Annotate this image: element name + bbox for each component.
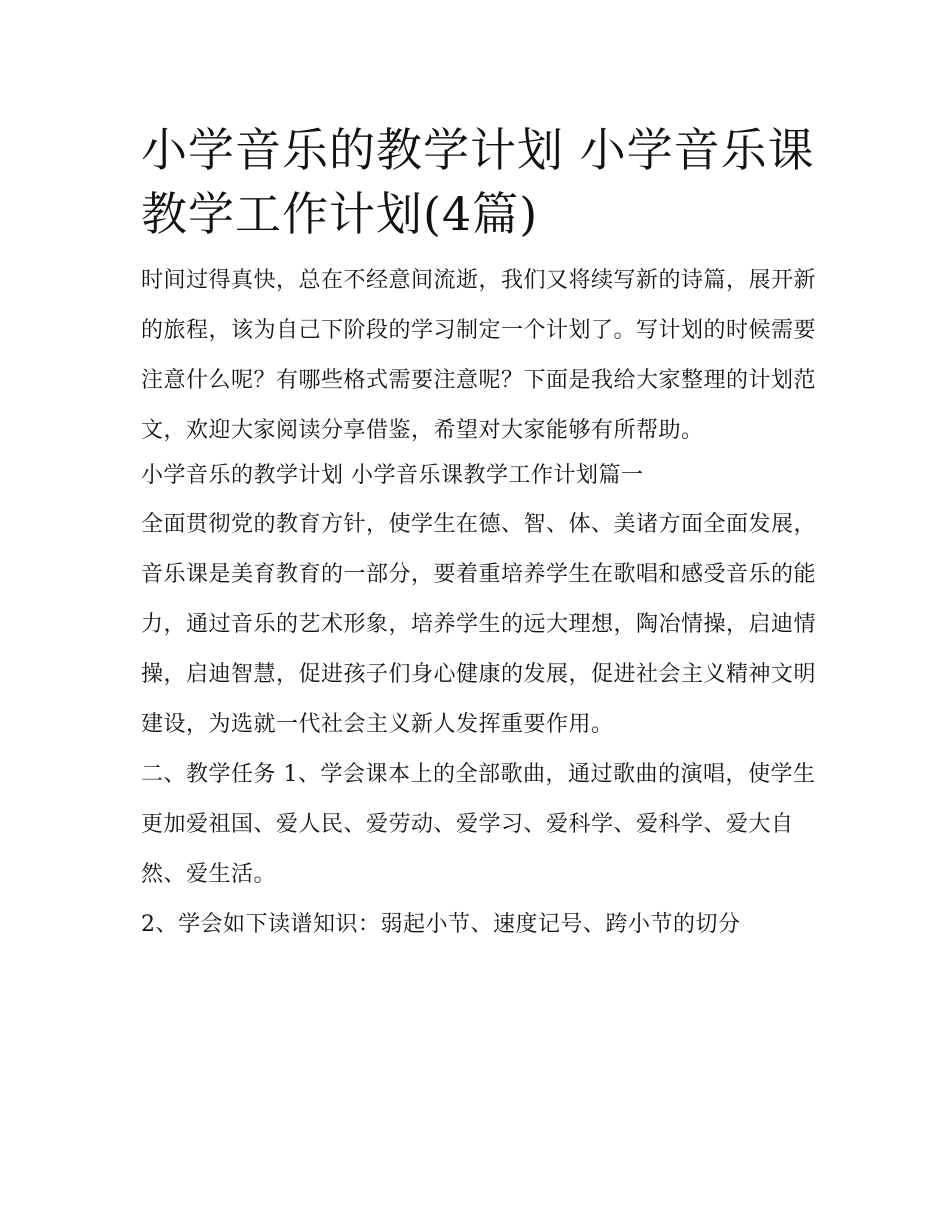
section-heading: 小学音乐的教学计划 小学音乐课教学工作计划篇一 bbox=[141, 463, 644, 488]
document-content bbox=[141, 118, 821, 950]
body-paragraph-3: 2、学会如下读谱知识：弱起小节、速度记号、跨小节的切分 bbox=[141, 912, 741, 937]
document-title: 小学音乐的教学计划 小学音乐课教学工作计划(4篇) bbox=[141, 123, 815, 241]
body-paragraph-1: 全面贯彻党的教育方针，使学生在德、智、体、美诸方面全面发展，音乐课是美育教育的一部分，要着重培养学生在歌唱和感受音乐的能力，通过音乐的艺术形象，培养学生的远大理想，陶冶情操，启迪情操，启迪智慧，促进孩子们身心健康的发展，促进社会主义精神文明建设，为选就一代社会主义新人发挥重要作用。 bbox=[141, 512, 817, 737]
intro-paragraph: 时间过得真快，总在不经意间流逝，我们又将续写新的诗篇，展开新的旅程，该为自己下阶段的学习制定一个计划了。写计划的时候需要注意什么呢？有哪些格式需要注意呢？下面是我给大家整理的计划范文，欢迎大家阅读分享借鉴，希望对大家能够有所帮助。 bbox=[141, 268, 817, 443]
body-paragraph-2: 二、教学任务 1、学会课本上的全部歌曲，通过歌曲的演唱，使学生更加爱祖国、爱人民、爱劳动、爱学习、爱科学、爱科学、爱大自然、爱生活。 bbox=[141, 762, 816, 887]
